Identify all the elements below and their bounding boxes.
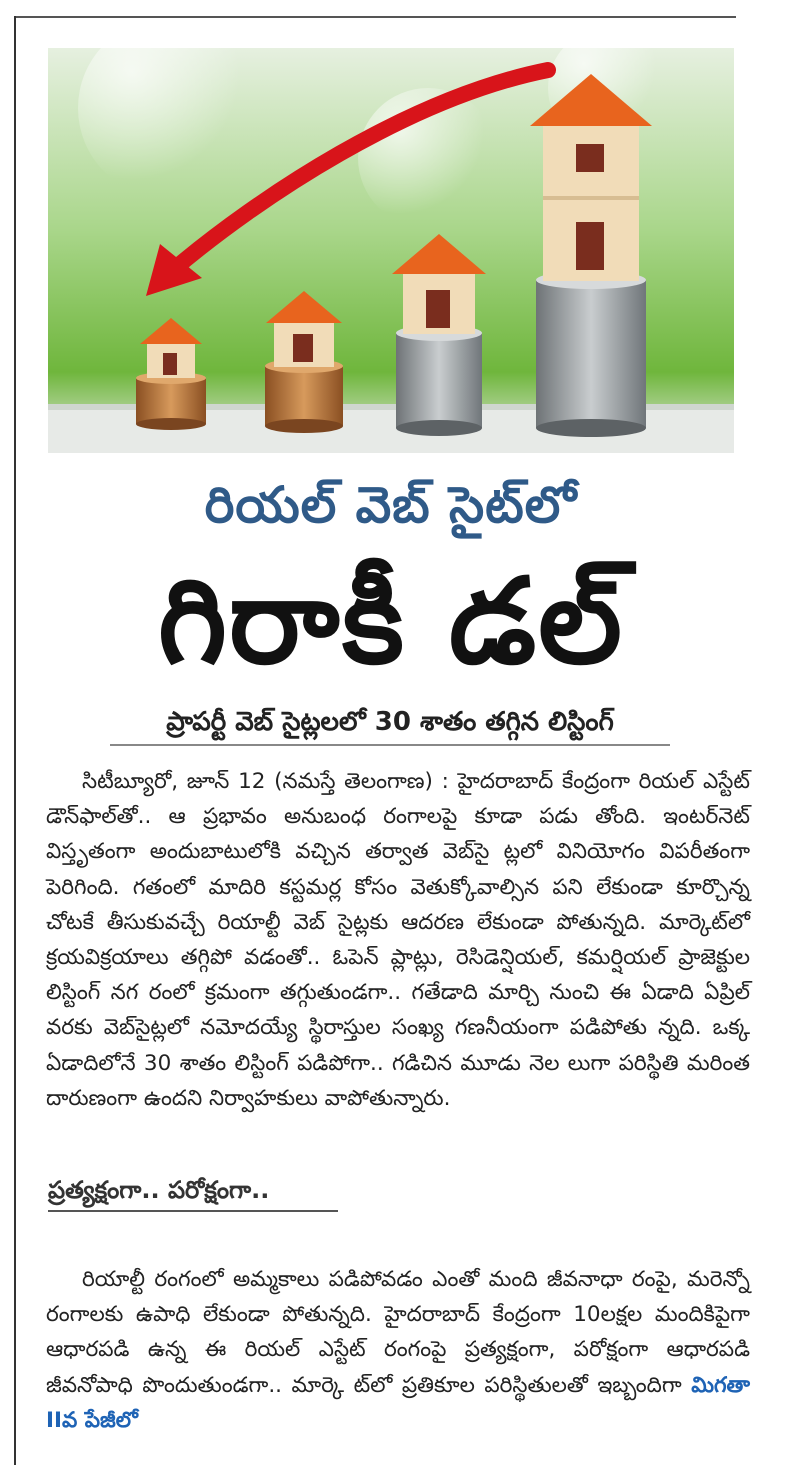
paragraph-text: రియాల్టీ రంగంలో అమ్మకాలు పడిపోవడం ఎంతో మంది జీవనాధా రంపై, మరెన్నో రంగాలకు ఉపాధి లేకుండా పోతున్నది. హైదరాబాద్ కేంద్రంగా 10లక్షల మందికిపైగా ఆధారపడి ఉన్న ఈ రియల్ ఎస్టేట్ రంగంపై ప్రత్యక్షంగా, పరోక్షంగా ఆధారపడి జీవనోపాధి పొందుతుండగా.. మార్కె ట్‌లో ప్రతికూల పరిస్థితులతో ఇబ్బందిగా xyxy=(46,1267,750,1398)
article-body-1 xyxy=(46,764,750,1116)
top-rule xyxy=(14,16,736,18)
coin-stack-tall xyxy=(396,325,482,436)
article-photo xyxy=(48,48,734,453)
subhead-underline xyxy=(110,744,670,746)
subheadline: ప్రాపర్టీ వెబ్ సైట్లలలో 30 శాతం తగ్గిన లిస్టింగ్ xyxy=(166,707,614,737)
coin-stack-tallest xyxy=(536,271,646,437)
section-heading: ప్రత్యక్షంగా.. పరోక్షంగా.. xyxy=(48,1176,270,1204)
column-rule xyxy=(14,16,16,1465)
headline: గిరాకీ డల్ xyxy=(158,552,624,690)
paragraph xyxy=(46,1262,750,1438)
kicker: రియల్ వెబ్ సైట్‌లో xyxy=(204,476,578,534)
coin-stack-small xyxy=(136,372,206,430)
paragraph: సిటీబ్యూరో, జూన్ 12 (నమస్తే తెలంగాణ) : హైదరాబాద్ కేంద్రంగా రియల్ ఎస్టేట్ డౌన్‌ఫాల్‌తో.. ఆ ప్రభావం అనుబంధ రంగాలపై కూడా పడు తోంది. ఇంటర్‌నెట్ విస్తృతంగా అందుబాటులోకి వచ్చిన తర్వాత వెబ్‌సై ట్లలో వినియోగం విపరీతంగా పెరిగింది. గతంలో మాదిరి కస్టమర్ల కోసం వెతుక్కోవాల్సిన పని లేకుండా కూర్చొన్న చోటకే తీసుకువచ్చే రియాల్టీ వెబ్ సైట్లకు ఆదరణ లేకుండా పోతున్నది. మార్కెట్‌లో క్రయవిక్రయాలు తగ్గిపో వడంతో.. ఓపెన్ ప్లాట్లు, రెసిడెన్షియల్, కమర్షియల్ ప్రాజెక్టుల లిస్టింగ్ నగ రంలో క్రమంగా తగ్గుతుండగా.. గతేడాది మార్చి నుంచి ఈ ఏడాది ఏప్రిల్ వరకు వెబ్‌సైట్లలో నమోదయ్యే స్థిరాస్తుల సంఖ్య గణనీయంగా పడిపోతు న్నది. ఒక్క ఏడాదిలోనే 30 శాతం లిస్టింగ్ పడిపోగా.. గడిచిన మూడు నెల లుగా పరిస్థితి మరింత దారుణంగా ఉందని నిర్వాహకులు వాపోతున్నారు. xyxy=(46,769,750,1111)
article-body-2 xyxy=(46,1262,750,1438)
section-underline xyxy=(48,1210,338,1212)
coin-stack-medium xyxy=(265,359,343,433)
houses-on-coins-image xyxy=(48,48,734,453)
continued-on-page: మిగతా IIవ పేజీలో xyxy=(46,1372,750,1433)
